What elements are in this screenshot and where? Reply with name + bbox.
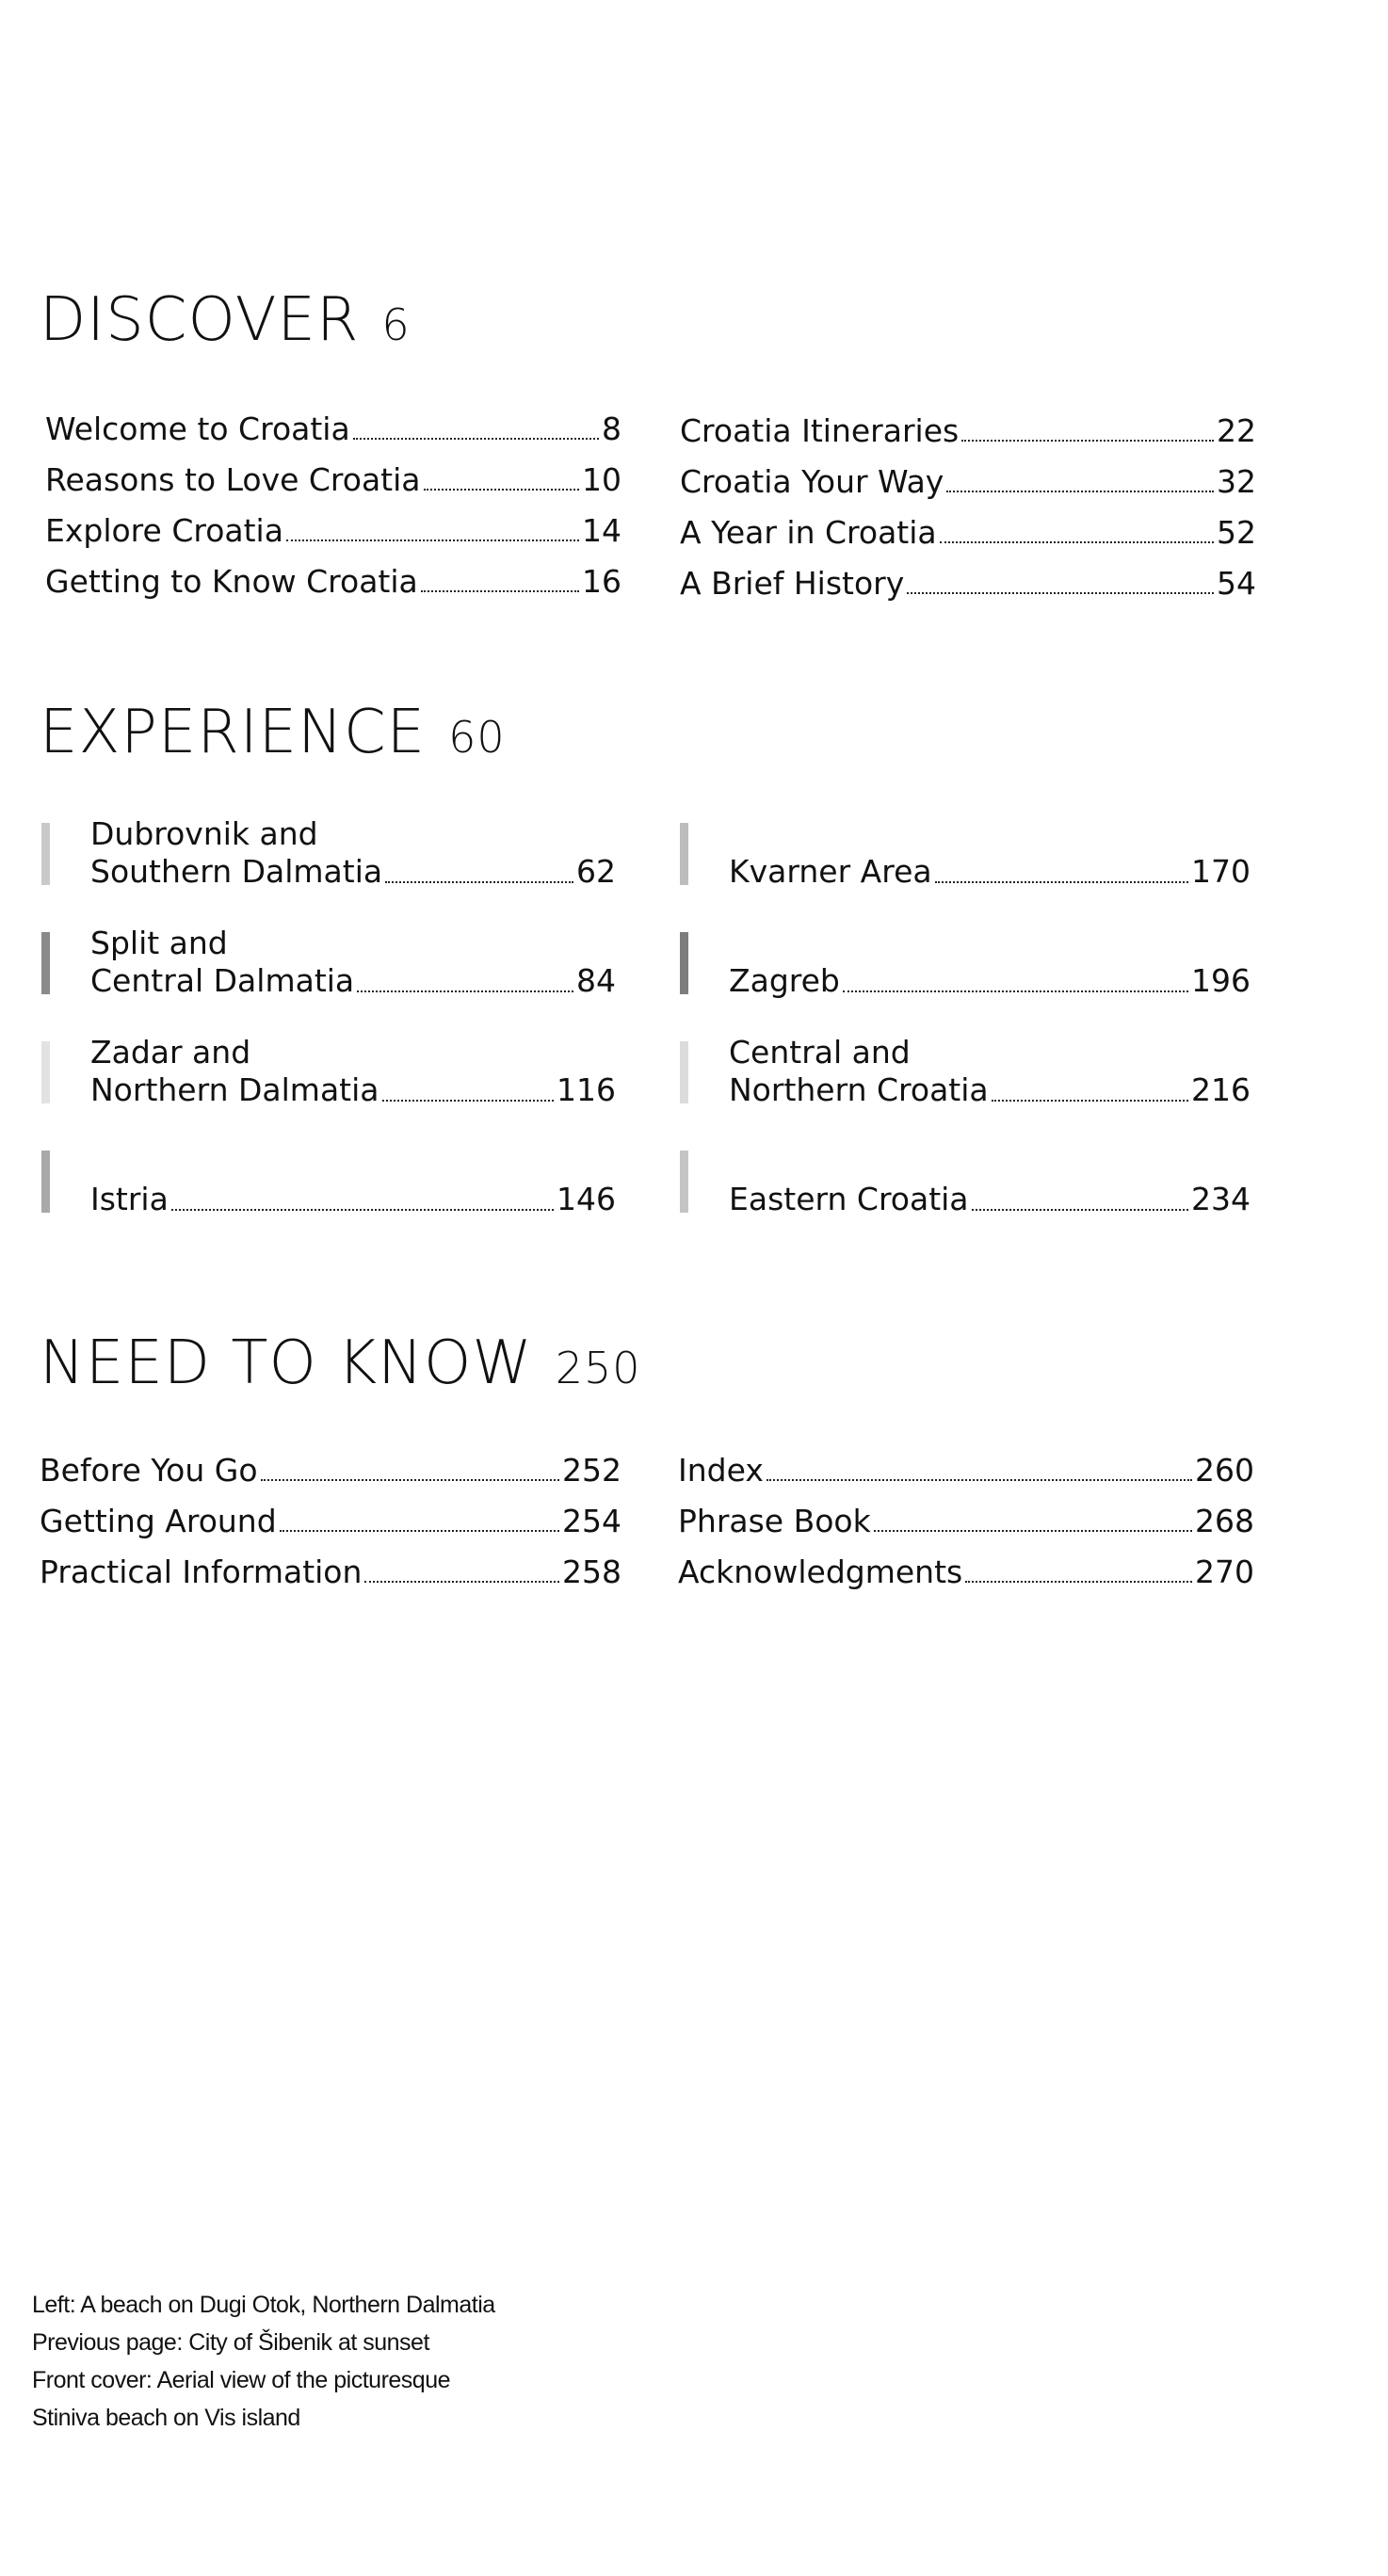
need-to-know-left-column	[40, 1437, 621, 1589]
entry-label: Getting to Know Croatia	[45, 562, 418, 600]
region-label-line2: Zagreb	[729, 962, 840, 999]
toc-entry[interactable]	[678, 1538, 1254, 1589]
entry-page: 14	[582, 511, 621, 549]
entry-page: 10	[582, 460, 621, 498]
dot-leader	[261, 1479, 559, 1481]
toc-entry[interactable]	[40, 1538, 621, 1589]
entry-label: Before You Go	[40, 1451, 258, 1489]
entry-label: Explore Croatia	[45, 511, 283, 549]
toc-entry[interactable]	[678, 1488, 1254, 1538]
region-entry[interactable]	[41, 1137, 616, 1218]
dot-leader	[961, 440, 1214, 442]
entry-page: 252	[562, 1451, 621, 1489]
toc-entry[interactable]	[40, 1437, 621, 1488]
region-label-line2: Southern Dalmatia	[90, 853, 383, 890]
caption-line: Front cover: Aerial view of the picturesque	[32, 2367, 451, 2393]
entry-page: 32	[1217, 462, 1256, 500]
region-entry[interactable]	[680, 1137, 1251, 1218]
dot-leader	[946, 491, 1214, 492]
dot-leader	[280, 1530, 559, 1532]
discover-right-column	[680, 397, 1256, 601]
entry-page: 258	[562, 1553, 621, 1590]
caption-line: Previous page: City of Šibenik at sunset	[32, 2329, 429, 2356]
dot-leader	[286, 539, 579, 541]
experience-heading	[40, 698, 506, 767]
entry-label: Acknowledgments	[678, 1553, 963, 1590]
dot-leader	[767, 1479, 1192, 1481]
need-to-know-title: NEED TO KNOW	[40, 1328, 533, 1398]
dot-leader	[992, 1100, 1188, 1102]
toc-entry[interactable]	[680, 397, 1256, 448]
toc-entry[interactable]	[45, 446, 621, 497]
region-entry[interactable]	[41, 919, 616, 1000]
region-label-line1: Dubrovnik and	[90, 815, 318, 852]
discover-heading	[40, 285, 411, 355]
region-page: 62	[576, 853, 616, 890]
discover-left-column	[45, 395, 621, 599]
caption-line: Stiniva beach on Vis island	[32, 2405, 300, 2431]
region-entry[interactable]	[41, 810, 616, 891]
entry-label: Croatia Your Way	[680, 462, 944, 500]
experience-title: EXPERIENCE	[40, 698, 427, 767]
region-page: 170	[1191, 853, 1251, 890]
caption-line: Left: A beach on Dugi Otok, Northern Dalmatia	[32, 2292, 495, 2318]
dot-leader	[364, 1581, 559, 1583]
dot-leader	[424, 489, 579, 491]
experience-right-column	[680, 810, 1251, 1247]
region-color-bar	[680, 823, 688, 885]
photo-captions	[32, 2286, 495, 2437]
experience-page: 60	[448, 712, 506, 763]
region-page: 196	[1191, 962, 1251, 999]
region-entry[interactable]	[680, 1028, 1251, 1109]
region-label-line1: Zadar and	[90, 1034, 251, 1071]
entry-label: Reasons to Love Croatia	[45, 460, 421, 498]
dot-leader	[972, 1209, 1188, 1211]
region-page: 146	[557, 1181, 616, 1217]
region-color-bar	[680, 1041, 688, 1103]
need-to-know-heading	[40, 1328, 641, 1398]
dot-leader	[385, 881, 573, 883]
region-color-bar	[41, 932, 50, 994]
toc-entry[interactable]	[680, 448, 1256, 499]
toc-entry[interactable]	[45, 548, 621, 599]
entry-label: Practical Information	[40, 1553, 363, 1590]
dot-leader	[874, 1530, 1192, 1532]
entry-page: 54	[1217, 564, 1256, 602]
need-to-know-page: 250	[555, 1343, 641, 1393]
region-entry[interactable]	[680, 810, 1251, 891]
region-color-bar	[41, 1041, 50, 1103]
dot-leader	[421, 590, 579, 592]
entry-label: Croatia Itineraries	[680, 411, 960, 449]
entry-label: Welcome to Croatia	[45, 410, 350, 447]
entry-label: Phrase Book	[678, 1502, 871, 1539]
region-page: 84	[576, 962, 616, 999]
region-color-bar	[41, 823, 50, 885]
entry-page: 254	[562, 1502, 621, 1539]
toc-entry[interactable]	[45, 395, 621, 446]
entry-page: 260	[1195, 1451, 1254, 1489]
region-color-bar	[41, 1151, 50, 1213]
entry-label: Index	[678, 1451, 764, 1489]
region-label-line2: Kvarner Area	[729, 853, 932, 890]
dot-leader	[353, 438, 599, 440]
dot-leader	[935, 881, 1188, 883]
region-page: 116	[557, 1071, 616, 1108]
entry-page: 52	[1217, 513, 1256, 551]
entry-label: Getting Around	[40, 1502, 277, 1539]
entry-page: 270	[1195, 1553, 1254, 1590]
dot-leader	[382, 1100, 555, 1102]
dot-leader	[843, 990, 1188, 992]
entry-label: A Brief History	[680, 564, 905, 602]
entry-page: 16	[582, 562, 621, 600]
dot-leader	[357, 990, 573, 992]
toc-entry[interactable]	[45, 497, 621, 548]
region-page: 234	[1191, 1181, 1251, 1217]
region-label-line2: Central Dalmatia	[90, 962, 355, 999]
region-label-line2: Northern Croatia	[729, 1071, 989, 1108]
experience-left-column	[41, 810, 616, 1247]
entry-label: A Year in Croatia	[680, 513, 937, 551]
region-label-line2: Eastern Croatia	[729, 1181, 969, 1217]
need-to-know-right-column	[678, 1437, 1254, 1589]
dot-leader	[940, 541, 1214, 543]
region-label-line1: Central and	[729, 1034, 911, 1071]
region-entry[interactable]	[680, 919, 1251, 1000]
toc-entry[interactable]	[678, 1437, 1254, 1488]
region-color-bar	[680, 932, 688, 994]
entry-page: 268	[1195, 1502, 1254, 1539]
dot-leader	[907, 592, 1214, 594]
region-color-bar	[680, 1151, 688, 1213]
dot-leader	[171, 1209, 554, 1211]
region-label-line2: Istria	[90, 1181, 169, 1217]
dot-leader	[965, 1581, 1192, 1583]
entry-page: 8	[602, 410, 621, 447]
discover-page: 6	[381, 299, 411, 350]
region-entry[interactable]	[41, 1028, 616, 1109]
discover-title: DISCOVER	[40, 285, 360, 355]
region-label-line2: Northern Dalmatia	[90, 1071, 379, 1108]
region-page: 216	[1191, 1071, 1251, 1108]
region-label-line1: Split and	[90, 925, 228, 961]
toc-entry[interactable]	[680, 499, 1256, 550]
toc-entry[interactable]	[40, 1488, 621, 1538]
toc-entry[interactable]	[680, 550, 1256, 601]
entry-page: 22	[1217, 411, 1256, 449]
